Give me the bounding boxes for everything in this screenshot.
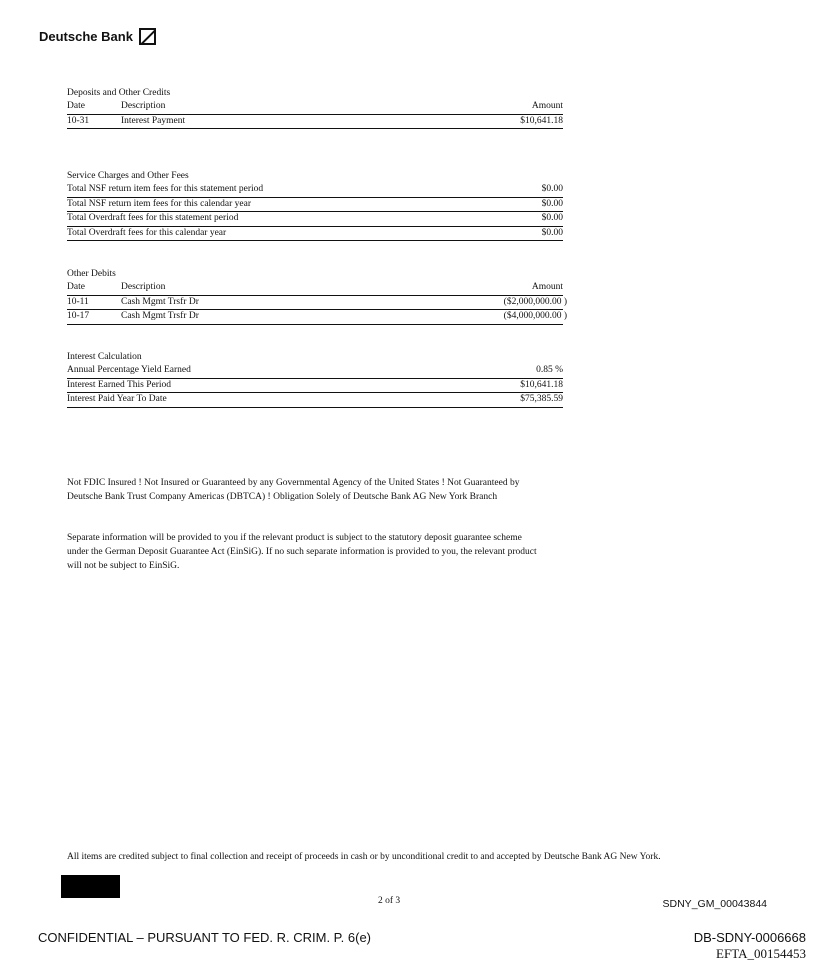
row-date: 10-31 bbox=[67, 115, 90, 126]
row-description: Cash Mgmt Trsfr Dr bbox=[121, 311, 199, 321]
fee-label: Total Overdraft fees for this calendar year bbox=[67, 227, 227, 238]
col-amount-header: Amount bbox=[531, 282, 563, 292]
row-amount: $10,641.18 bbox=[520, 115, 563, 126]
table-row bbox=[67, 212, 563, 227]
brand-name: Deutsche Bank bbox=[39, 28, 133, 44]
row-amount: ($2,000,000.00 ) bbox=[503, 296, 567, 307]
fee-label: Total Overdraft fees for this statement period bbox=[67, 213, 239, 223]
deposits-title: Deposits and Other Credits bbox=[67, 88, 171, 98]
interest-label: Annual Percentage Yield Earned bbox=[67, 365, 191, 375]
col-description-header: Description bbox=[121, 101, 166, 111]
fdic-disclaimer: Not FDIC Insured ! Not Insured or Guaranteed by any Governmental Agency of the United States ! Not Guaranteed by Deutsche Bank Trust Company Americas (DBTCA) ! Obligation Solely of Deutsche Bank AG New York Branch bbox=[67, 478, 520, 502]
table-row bbox=[67, 115, 563, 130]
page-number: 2 of 3 bbox=[378, 896, 401, 906]
interest-amount: $75,385.59 bbox=[520, 394, 563, 404]
table-row bbox=[67, 198, 563, 213]
bates-efta: EFTA_00154453 bbox=[716, 946, 806, 961]
debits-section bbox=[67, 268, 567, 325]
col-amount-header: Amount bbox=[531, 101, 563, 111]
col-date-header: Date bbox=[67, 101, 85, 111]
interest-amount: 0.85 % bbox=[536, 365, 563, 375]
fee-amount: $0.00 bbox=[541, 227, 563, 238]
fees-title: Service Charges and Other Fees bbox=[67, 171, 189, 181]
collection-footnote: All items are credited subject to final collection and receipt of proceeds in cash or by unconditional credit to and accepted by Deutsche Bank AG New York. bbox=[67, 852, 661, 862]
row-description: Cash Mgmt Trsfr Dr bbox=[121, 296, 199, 307]
interest-section bbox=[67, 351, 563, 408]
col-description-header: Description bbox=[121, 282, 166, 292]
debits-header-row bbox=[67, 281, 563, 296]
table-row bbox=[67, 296, 567, 311]
row-date: 10-11 bbox=[67, 296, 89, 307]
row-description: Interest Payment bbox=[121, 115, 186, 126]
debits-title: Other Debits bbox=[67, 269, 116, 279]
bates-sdny: SDNY_GM_00043844 bbox=[662, 898, 767, 910]
confidential-label: CONFIDENTIAL – PURSUANT TO FED. R. CRIM. P. 6(e) bbox=[38, 930, 372, 945]
einsig-disclaimer: Separate information will be provided to you if the relevant product is subject to the statutory deposit guarantee scheme under the German Deposit Guarantee Act (EinSiG). If no such separate information is provided to you, the relevant product will not be subject to EinSiG. bbox=[67, 533, 537, 571]
deposits-header-row bbox=[67, 100, 563, 115]
table-row bbox=[67, 364, 563, 379]
table-row bbox=[67, 227, 563, 242]
interest-title: Interest Calculation bbox=[67, 352, 142, 362]
deposits-section bbox=[67, 87, 563, 129]
bank-brand bbox=[39, 26, 156, 46]
interest-label: Interest Earned This Period bbox=[67, 379, 172, 390]
table-row bbox=[67, 183, 563, 198]
redaction-box bbox=[61, 875, 120, 898]
fees-section bbox=[67, 170, 563, 241]
fee-amount: $0.00 bbox=[541, 213, 563, 223]
table-row bbox=[67, 310, 567, 325]
table-row bbox=[67, 393, 563, 408]
deutsche-bank-logo-icon bbox=[139, 28, 156, 45]
row-date: 10-17 bbox=[67, 311, 90, 321]
fee-amount: $0.00 bbox=[541, 198, 563, 209]
bates-db-sdny: DB-SDNY-0006668 bbox=[693, 930, 806, 945]
col-date-header: Date bbox=[67, 282, 85, 292]
fee-amount: $0.00 bbox=[541, 184, 563, 194]
interest-label: Interest Paid Year To Date bbox=[67, 394, 167, 404]
fee-label: Total NSF return item fees for this statement period bbox=[67, 184, 264, 194]
table-row bbox=[67, 379, 563, 394]
interest-amount: $10,641.18 bbox=[520, 379, 563, 390]
row-amount: ($4,000,000.00 ) bbox=[503, 311, 567, 321]
fee-label: Total NSF return item fees for this calendar year bbox=[67, 198, 251, 209]
